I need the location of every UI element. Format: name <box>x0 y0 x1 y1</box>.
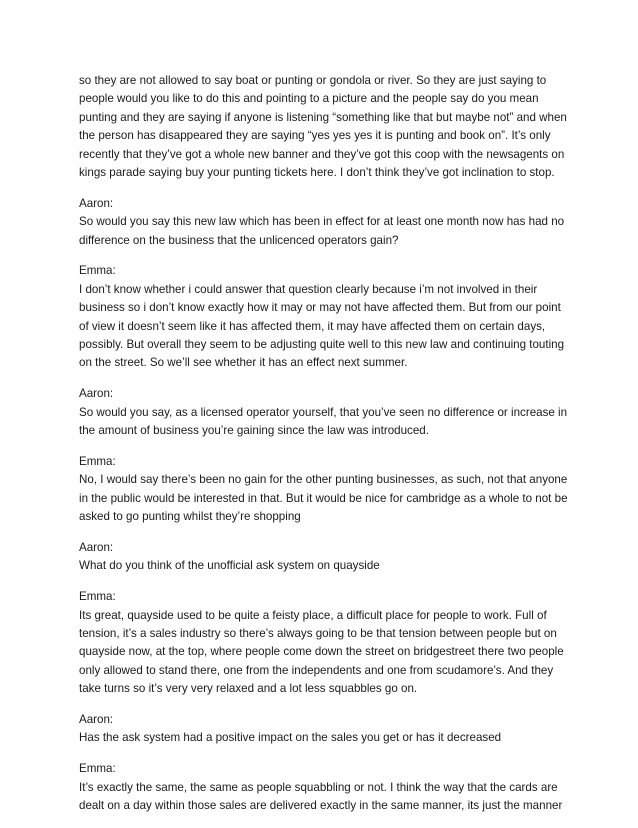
dialogue-block <box>79 760 569 815</box>
text-line: What do you think of the unofficial ask system on quayside <box>79 559 380 573</box>
speaker-label: Aaron: <box>79 387 114 401</box>
text-line: No, I would say there’s been no gain for the other punting businesses, as such, not that anyone <box>79 473 568 487</box>
text-line: people would you like to do this and pointing to a picture and the people say do you mean <box>79 92 539 106</box>
text-line: Its great, quayside used to be quite a feisty place, a difficult place for people to work. Full of <box>79 608 547 622</box>
text-line: quayside now, at the top, where people come down the street on bridgestreet there two people <box>79 645 564 659</box>
text-line: so they are not allowed to say boat or punting or gondola or river. So they are just saying to <box>79 74 547 87</box>
text-line: Has the ask system had a positive impact on the sales you get or has it decreased <box>79 731 502 745</box>
dialogue-block <box>79 539 569 576</box>
dialogue-block <box>79 385 569 440</box>
text-line: take turns so it’s very very relaxed and a lot less squabbles go on. <box>79 682 418 696</box>
speaker-label: Emma: <box>79 454 116 468</box>
text-line: the amount of business you’re gaining since the law was introduced. <box>79 424 429 438</box>
speaker-label: Aaron: <box>79 540 114 554</box>
paragraph-opening <box>79 72 569 182</box>
text-line: So would you say this new law which has been in effect for at least one month now has had no <box>79 215 565 229</box>
text-line: asked to go punting whilst they’re shopping <box>79 510 301 524</box>
speaker-label: Aaron: <box>79 712 114 726</box>
text-line: recently that they’ve got a whole new banner and they’ve got this coop with the newsagents on <box>79 147 565 161</box>
text-line: dealt on a day within those sales are delivered exactly in the same manner, its just the manner <box>79 798 563 812</box>
text-line: in the public would be interested in that. But it would be nice for cambridge as a whole to not be <box>79 491 568 505</box>
text-line: difference on the business that the unlicenced operators gain? <box>79 233 399 247</box>
text-line: only allowed to stand there, one from the independents and one from scudamore’s. And they <box>79 663 554 677</box>
text-line: business so i don’t know exactly how it may or may not have affected them. But from our point <box>79 301 561 315</box>
dialogue-block <box>79 195 569 250</box>
text-line: kings parade saying buy your punting tickets here. I don’t think they’ve got inclination to stop. <box>79 166 555 180</box>
text-line: I don’t know whether i could answer that question clearly because i’m not involved in their <box>79 282 538 296</box>
text-line: the person has disappeared they are saying “yes yes yes it is punting and book on”. It’s only <box>79 129 551 143</box>
text-line: It’s exactly the same, the same as people squabbling or not. I think the way that the cards are <box>79 780 558 794</box>
dialogue-block <box>79 262 569 372</box>
speaker-label: Emma: <box>79 590 116 604</box>
text-line: possibly. But overall they seem to be adjusting quite well to this new law and continuing touting <box>79 338 565 352</box>
dialogue-block <box>79 588 569 698</box>
text-line: punting and they are saying if anyone is listening “something like that but maybe not” and when <box>79 110 567 124</box>
speaker-label: Emma: <box>79 762 116 776</box>
dialogue-block <box>79 453 569 527</box>
dialogue-block <box>79 711 569 748</box>
text-line: tension, it’s a sales industry so there’s always going to be that tension between people but on <box>79 626 557 640</box>
text-line: on the street. So we’ll see whether it has an effect next summer. <box>79 356 408 370</box>
text-line: So would you say, as a licensed operator yourself, that you’ve seen no difference or increase in <box>79 405 568 419</box>
transcript-page <box>79 72 569 828</box>
speaker-label: Emma: <box>79 264 116 278</box>
speaker-label: Aaron: <box>79 196 114 210</box>
text-line: of view it doesn’t seem like it has affected them, it may have affected them on certain days, <box>79 319 546 333</box>
